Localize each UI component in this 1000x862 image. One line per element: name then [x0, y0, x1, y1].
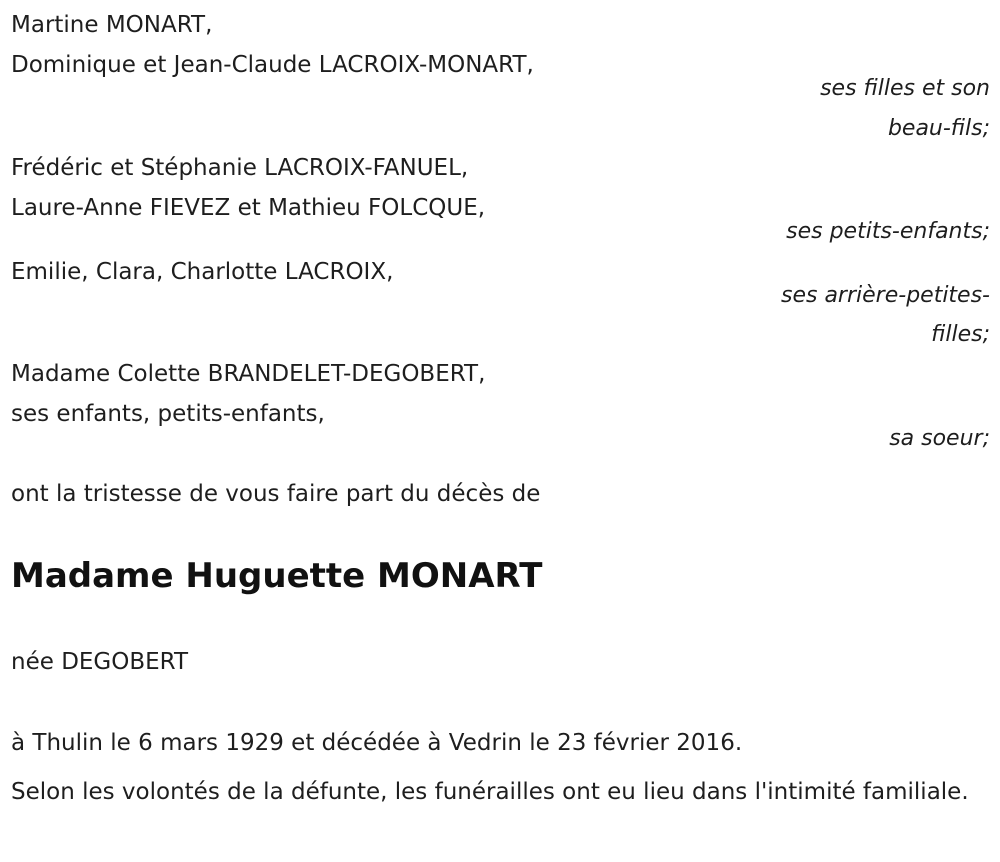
family-name-line: ses enfants, petits-enfants, [11, 401, 325, 427]
family-name-line: Emilie, Clara, Charlotte LACROIX, [11, 259, 394, 285]
maiden-name: née DEGOBERT [11, 649, 189, 675]
relation-label: ses arrière-petites- [781, 283, 990, 308]
deceased-name: Madame Huguette MONART [11, 556, 543, 596]
relation-label: filles; [931, 322, 990, 347]
funeral-note: Selon les volontés de la défunte, les funérailles ont eu lieu dans l'intimité familiale. [11, 779, 969, 805]
family-name-line: Laure-Anne FIEVEZ et Mathieu FOLCQUE, [11, 195, 486, 221]
relation-label: beau-fils; [887, 116, 990, 141]
relation-label: sa soeur; [889, 426, 990, 451]
family-name-line: Madame Colette BRANDELET-DEGOBERT, [11, 361, 486, 387]
relation-label: ses petits-enfants; [786, 219, 990, 244]
announcement-text: ont la tristesse de vous faire part du décès de [11, 481, 541, 507]
family-name-line: Frédéric et Stéphanie LACROIX-FANUEL, [11, 155, 469, 181]
family-name-line: Dominique et Jean-Claude LACROIX-MONART, [11, 52, 534, 78]
relation-label: ses filles et son [820, 76, 990, 101]
birth-death-dates: à Thulin le 6 mars 1929 et décédée à Vedrin le 23 février 2016. [11, 730, 743, 756]
family-name-line: Martine MONART, [11, 12, 213, 38]
